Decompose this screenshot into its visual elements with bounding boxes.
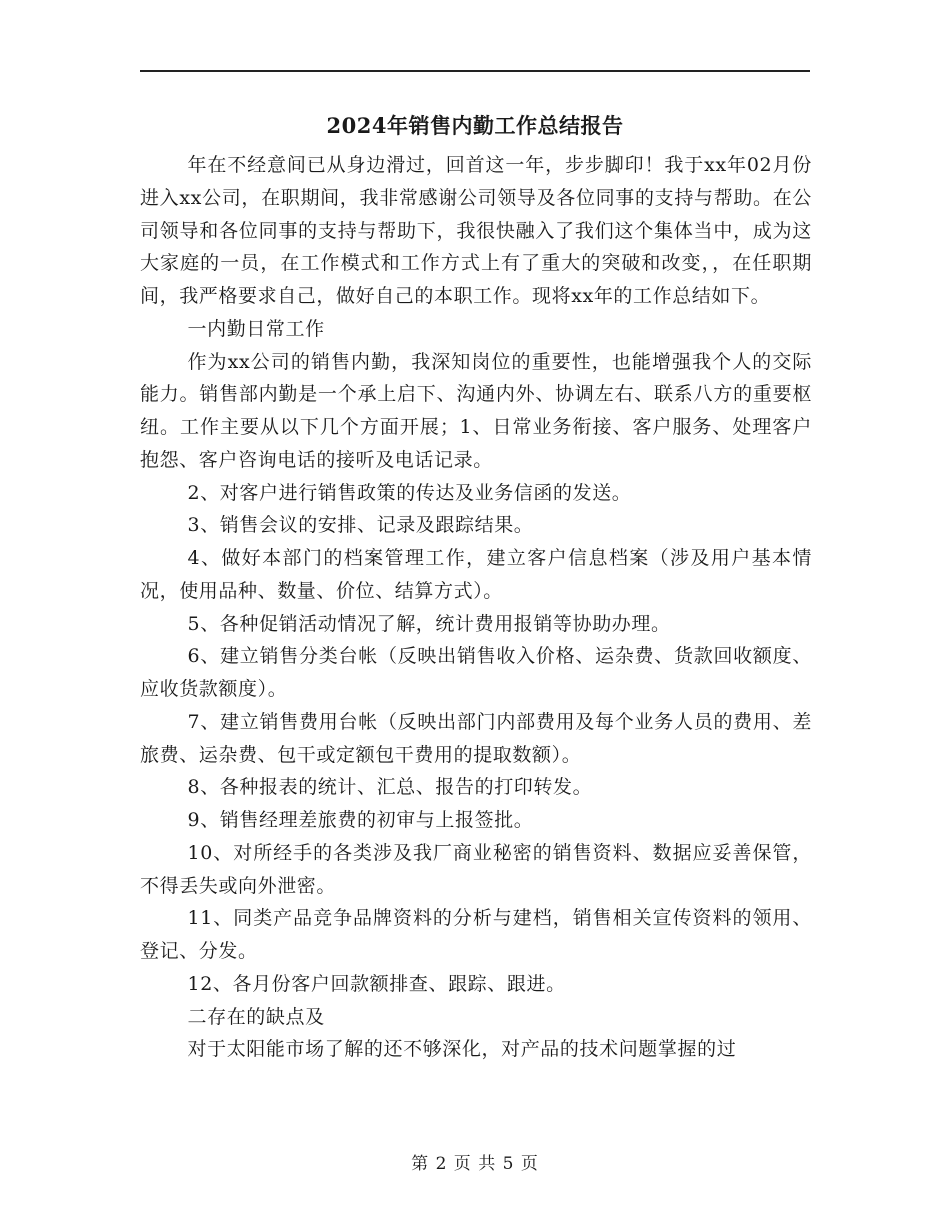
list-item: 8、各种报表的统计、汇总、报告的打印转发。 bbox=[187, 776, 593, 799]
page-number: 第 2 页 共 5 页 bbox=[411, 1154, 539, 1174]
document-body bbox=[140, 149, 812, 1066]
paragraph-role: 作为xx公司的销售内勤，我深知岗位的重要性，也能增强我个人的交际能力。销售部内勤是一个承上启下、沟通内外、协调左右、联系八方的重要枢纽。工作主要从以下几个方面开展；1、日常业务衔接、客户服务、处理客户抱怨、客户咨询电话的接听及电话记录。 bbox=[140, 350, 812, 471]
list-item: 5、各种促销活动情况了解，统计费用报销等协助办理。 bbox=[187, 612, 671, 635]
paragraph-shortcomings: 对于太阳能市场了解的还不够深化，对产品的技术问题掌握的过 bbox=[187, 1038, 737, 1061]
list-item: 7、建立销售费用台帐（反映出部门内部费用及每个业务人员的费用、差旅费、运杂费、包干或定额包干费用的提取数额）。 bbox=[140, 710, 812, 766]
list-item: 3、销售会议的安排、记录及跟踪结果。 bbox=[187, 514, 534, 537]
document-title: 2024年销售内勤工作总结报告 bbox=[326, 113, 624, 138]
list-item: 6、建立销售分类台帐（反映出销售收入价格、运杂费、货款回收额度、应收货款额度）。 bbox=[140, 645, 812, 700]
list-item: 4、做好本部门的档案管理工作，建立客户信息档案（涉及用户基本情况，使用品种、数量、价位、结算方式）。 bbox=[140, 547, 812, 602]
list-item: 12、各月份客户回款额排查、跟踪、跟进。 bbox=[187, 972, 566, 995]
section-heading-daily-work: 一内勤日常工作 bbox=[187, 317, 325, 340]
list-item: 2、对客户进行销售政策的传达及业务信函的发送。 bbox=[187, 481, 632, 504]
paragraph-intro: 年在不经意间已从身边滑过，回首这一年，步步脚印！我于xx年02月份进入xx公司，在职期间，我非常感谢公司领导及各位同事的支持与帮助。在公司领导和各位同事的支持与帮助下，我很快融入了我们这个集体当中，成为这大家庭的一员，在工作模式和工作方式上有了重大的突破和改变，，在任职期间，我严格要求自己，做好自己的本职工作。现将xx年的工作总结如下。 bbox=[140, 154, 812, 307]
header-divider bbox=[140, 70, 810, 72]
list-item: 10、对所经手的各类涉及我厂商业秘密的销售资料、数据应妥善保管，不得丢失或向外泄密。 bbox=[140, 841, 812, 897]
section-heading-shortcomings: 二存在的缺点及 bbox=[187, 1005, 325, 1028]
list-item: 9、销售经理差旅费的初审与上报签批。 bbox=[187, 809, 534, 831]
list-item: 11、同类产品竞争品牌资料的分析与建档，销售相关宣传资料的领用、登记、分发。 bbox=[140, 907, 812, 962]
